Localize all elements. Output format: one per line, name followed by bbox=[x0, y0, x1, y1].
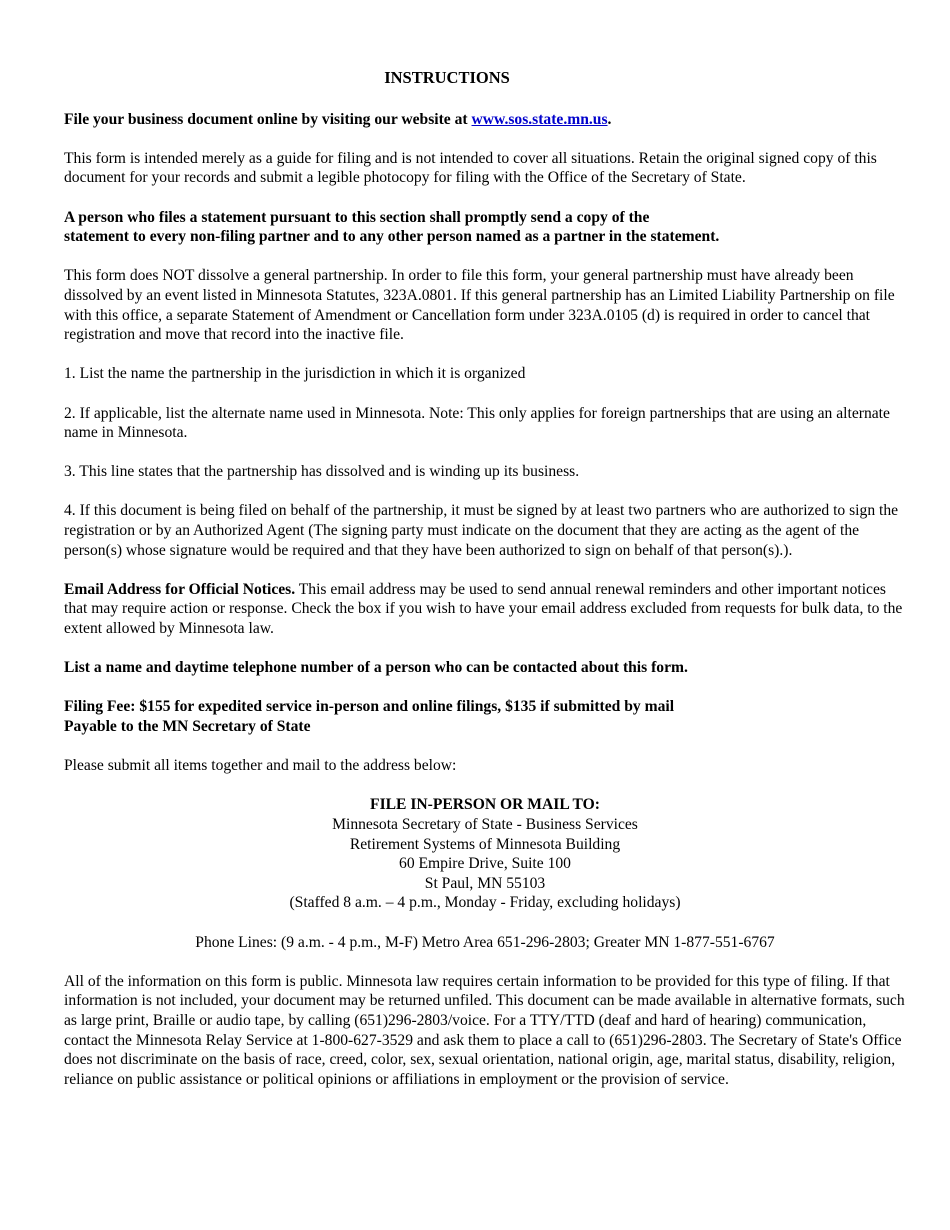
online-filing-text: File your business document online by visiting our website at bbox=[64, 110, 472, 128]
address-line-1: Minnesota Secretary of State - Business Services bbox=[332, 815, 638, 833]
address-line-3: 60 Empire Drive, Suite 100 bbox=[399, 855, 571, 873]
email-notice bbox=[64, 580, 906, 639]
public-information-notice: All of the information on this form is public. Minnesota law requires certain information to be provided for this type of filing. If that information is not included, your document may be returned unfiled. This document can be made available in alternative formats, such as large print, Braille or audio tape, by calling (651)296-2803/voice. For a TTY/TTD (deaf and hard of hearing) communication, contact the Minnesota Relay Service at 1-800-627-3529 and ask them to place a call to (651)296-2803. The Secretary of State's Office does not discriminate on the basis of race, creed, color, sex, sexual orientation, national origin, age, marital status, disability, religion, reliance on public assistance or political opinions or affiliations in employment or the provision of service. bbox=[64, 972, 905, 1088]
instructions-page bbox=[64, 68, 906, 1109]
online-filing-suffix: . bbox=[607, 110, 612, 128]
dissolve-note: This form does NOT dissolve a general partnership. In order to file this form, your general partnership must have already been dissolved by an event listed in Minnesota Statutes, 323A.0801. If this general partnership has an Limited Liability Partnership on file with this office, a separate Statement of Amendment or Cancellation form under 323A.0105 (d) is required in order to cancel that registration and move that record into the inactive file. bbox=[64, 267, 895, 344]
address-line-4: St Paul, MN 55103 bbox=[424, 874, 546, 892]
filing-fee-line-2: Payable to the MN Secretary of State bbox=[64, 718, 311, 735]
instruction-item-2: 2. If applicable, list the alternate name used in Minnesota. Note: This only applies for foreign partnerships that are using an alternate name in Minnesota. bbox=[64, 404, 890, 442]
page-title: INSTRUCTIONS bbox=[384, 68, 510, 87]
address-heading: FILE IN-PERSON OR MAIL TO: bbox=[370, 796, 600, 814]
contact-note: List a name and daytime telephone number of a person who can be contacted about this form. bbox=[64, 659, 688, 677]
filing-fee-line-1: Filing Fee: $155 for expedited service in-person and online filings, $135 if submitted by mail bbox=[64, 698, 675, 716]
intro-paragraph: This form is intended merely as a guide for filing and is not intended to cover all situations. Retain the original signed copy of this document for your records and submit a legible photocopy for filing with the Office of the Secretary of State. bbox=[64, 149, 877, 187]
instruction-item-3: 3. This line states that the partnership has dissolved and is winding up its business. bbox=[64, 463, 580, 481]
submit-note: Please submit all items together and mail to the address below: bbox=[64, 757, 457, 775]
filing-fee bbox=[64, 697, 906, 736]
phone-lines: Phone Lines: (9 a.m. - 4 p.m., M-F) Metro Area 651-296-2803; Greater MN 1-877-551-6767 bbox=[195, 933, 775, 951]
email-notice-label: Email Address for Official Notices. bbox=[64, 580, 296, 598]
mailing-address bbox=[64, 795, 906, 913]
website-link[interactable]: www.sos.state.mn.us bbox=[471, 110, 608, 128]
online-filing-note bbox=[64, 110, 906, 130]
address-line-2: Retirement Systems of Minnesota Building bbox=[349, 835, 621, 853]
partner-notice bbox=[64, 208, 906, 247]
instruction-item-1: 1. List the name the partnership in the jurisdiction in which it is organized bbox=[64, 365, 526, 383]
instruction-item-4: 4. If this document is being filed on behalf of the partnership, it must be signed by at least two partners who are authorized to sign the registration or by an Authorized Agent (The signing party must indicate on the document that they are acting as the agent of the person(s) whose signature would be required and that they have been authorized to sign on behalf of that person(s).). bbox=[64, 502, 899, 559]
office-hours: (Staffed 8 a.m. – 4 p.m., Monday - Friday, excluding holidays) bbox=[289, 894, 681, 912]
email-notice-text: This email address may be used to send annual renewal reminders and other important notices that may require action or response. Check the box if you wish to have your email address excluded from requests for bulk data, to the extent allowed by Minnesota law. bbox=[64, 580, 903, 638]
partner-notice-line-2: statement to every non-filing partner and to any other person named as a partner in the statement. bbox=[64, 228, 720, 246]
partner-notice-line-1: A person who files a statement pursuant to this section shall promptly send a copy of the bbox=[64, 208, 650, 226]
